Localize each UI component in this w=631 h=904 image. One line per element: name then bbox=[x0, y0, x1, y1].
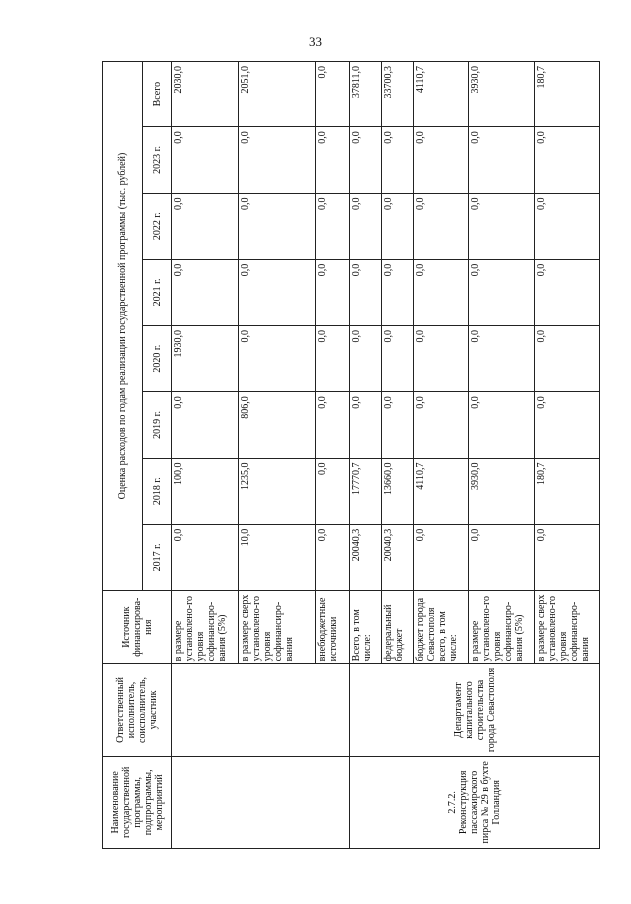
value-cell: 0,0 bbox=[535, 259, 600, 325]
header-year: 2019 г. bbox=[143, 392, 172, 458]
value-cell: 0,0 bbox=[239, 127, 316, 193]
value-cell: 0,0 bbox=[414, 392, 469, 458]
header-year: 2017 г. bbox=[143, 524, 172, 590]
value-cell: 0,0 bbox=[172, 524, 239, 590]
header-name: Наименование государственной программы, подпрограммы, мероприятий bbox=[103, 756, 172, 848]
source-cell: в размере установлено-го уровня софинансиро-вания (5%) bbox=[172, 591, 239, 664]
value-cell: 0,0 bbox=[172, 392, 239, 458]
header-year: 2020 г. bbox=[143, 326, 172, 392]
value-cell: 0,0 bbox=[535, 193, 600, 259]
value-cell: 0,0 bbox=[382, 127, 414, 193]
value-cell: 0,0 bbox=[316, 458, 350, 524]
value-cell: 17770,7 bbox=[350, 458, 382, 524]
value-cell: 0,0 bbox=[316, 326, 350, 392]
value-cell: 0,0 bbox=[414, 524, 469, 590]
value-cell: 0,0 bbox=[469, 392, 535, 458]
rotated-table-container bbox=[102, 61, 599, 849]
value-cell: 0,0 bbox=[172, 259, 239, 325]
header-year: 2022 г. bbox=[143, 193, 172, 259]
total-cell: 2030,0 bbox=[172, 62, 239, 127]
value-cell: 100,0 bbox=[172, 458, 239, 524]
value-cell: 0,0 bbox=[316, 524, 350, 590]
total-cell: 180,7 bbox=[535, 62, 600, 127]
value-cell: 0,0 bbox=[239, 259, 316, 325]
value-cell: 4110,7 bbox=[414, 458, 469, 524]
value-cell: 0,0 bbox=[469, 259, 535, 325]
value-cell: 0,0 bbox=[316, 193, 350, 259]
header-total: Всего bbox=[143, 62, 172, 127]
prev-item-name-cell bbox=[172, 756, 350, 848]
value-cell: 1930,0 bbox=[172, 326, 239, 392]
value-cell: 0,0 bbox=[382, 193, 414, 259]
total-cell: 4110,7 bbox=[414, 62, 469, 127]
page-number: 33 bbox=[309, 34, 322, 49]
value-cell: 20040,3 bbox=[350, 524, 382, 590]
value-cell: 0,0 bbox=[172, 193, 239, 259]
value-cell: 10,0 bbox=[239, 524, 316, 590]
value-cell: 0,0 bbox=[382, 259, 414, 325]
value-cell: 0,0 bbox=[382, 326, 414, 392]
header-year: 2023 г. bbox=[143, 127, 172, 193]
value-cell: 0,0 bbox=[414, 326, 469, 392]
source-cell: федеральный бюджет bbox=[382, 591, 414, 664]
value-cell: 0,0 bbox=[350, 127, 382, 193]
value-cell: 0,0 bbox=[535, 127, 600, 193]
value-cell: 0,0 bbox=[535, 392, 600, 458]
table-row bbox=[350, 62, 382, 849]
value-cell: 0,0 bbox=[350, 259, 382, 325]
header-executor: Ответственный исполнитель, соисполнитель, участник bbox=[103, 664, 172, 756]
value-cell: 0,0 bbox=[469, 326, 535, 392]
total-cell: 0,0 bbox=[316, 62, 350, 127]
value-cell: 0,0 bbox=[414, 127, 469, 193]
source-cell: внебюджетные источники bbox=[316, 591, 350, 664]
table-row bbox=[172, 62, 239, 849]
value-cell: 0,0 bbox=[414, 259, 469, 325]
header-expenses-group: Оценка расходов по годам реализации государственной программы (тыс. рублей) bbox=[103, 62, 143, 591]
total-cell: 37811,0 bbox=[350, 62, 382, 127]
source-cell: бюджет города Севастополя всего, в том числе: bbox=[414, 591, 469, 664]
source-cell: в размере сверх установлено-го уровня софинансиро-вания bbox=[535, 591, 600, 664]
value-cell: 0,0 bbox=[469, 193, 535, 259]
value-cell: 0,0 bbox=[469, 127, 535, 193]
value-cell: 0,0 bbox=[382, 392, 414, 458]
source-cell: в размере сверх установлено-го уровня софинансиро-вания bbox=[239, 591, 316, 664]
source-cell: в размере установлено-го уровня софинансиро-вания (5%) bbox=[469, 591, 535, 664]
value-cell: 806,0 bbox=[239, 392, 316, 458]
value-cell: 0,0 bbox=[239, 193, 316, 259]
value-cell: 13660,0 bbox=[382, 458, 414, 524]
header-year: 2021 г. bbox=[143, 259, 172, 325]
value-cell: 0,0 bbox=[316, 392, 350, 458]
value-cell: 180,7 bbox=[535, 458, 600, 524]
value-cell: 0,0 bbox=[239, 326, 316, 392]
value-cell: 0,0 bbox=[350, 193, 382, 259]
header-source: Источник финансирова-ния bbox=[103, 591, 172, 664]
value-cell: 0,0 bbox=[535, 326, 600, 392]
value-cell: 0,0 bbox=[172, 127, 239, 193]
source-cell: Всего, в том числе: bbox=[350, 591, 382, 664]
budget-table bbox=[102, 61, 600, 849]
total-cell: 2051,0 bbox=[239, 62, 316, 127]
value-cell: 0,0 bbox=[469, 524, 535, 590]
value-cell: 0,0 bbox=[414, 193, 469, 259]
total-cell: 33700,3 bbox=[382, 62, 414, 127]
value-cell: 0,0 bbox=[316, 127, 350, 193]
value-cell: 0,0 bbox=[350, 326, 382, 392]
value-cell: 3930,0 bbox=[469, 458, 535, 524]
value-cell: 0,0 bbox=[535, 524, 600, 590]
total-cell: 3930,0 bbox=[469, 62, 535, 127]
value-cell: 1235,0 bbox=[239, 458, 316, 524]
prev-item-executor-cell bbox=[172, 664, 350, 756]
item-executor-cell: Департамент капитального строительства города Севастополя bbox=[350, 664, 600, 756]
item-name-cell: 2.7.2. Реконструкция пассажирского пирса № 29 в бухте Голландия bbox=[350, 756, 600, 848]
header-year: 2018 г. bbox=[143, 458, 172, 524]
value-cell: 20040,3 bbox=[382, 524, 414, 590]
value-cell: 0,0 bbox=[316, 259, 350, 325]
value-cell: 0,0 bbox=[350, 392, 382, 458]
